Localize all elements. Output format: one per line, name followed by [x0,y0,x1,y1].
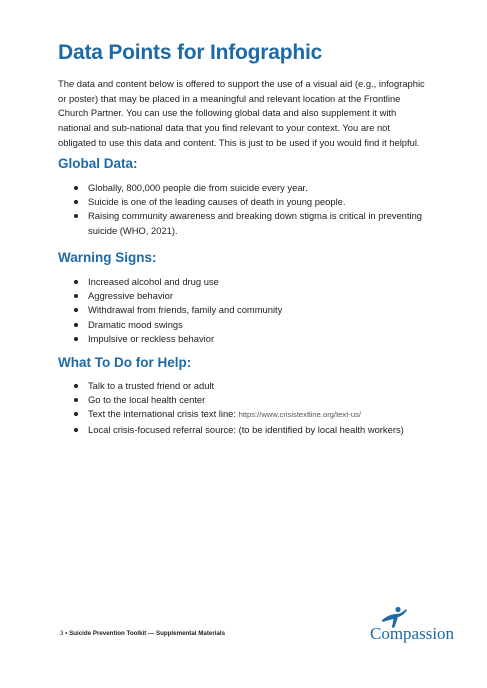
bullet-icon [74,412,78,416]
bullet-icon [74,280,78,284]
compassion-logo [370,606,466,646]
bullet-icon [74,428,78,432]
list-item: Talk to a trusted friend or adult [74,379,434,393]
bullet-icon [74,200,78,204]
list-item: Raising community awareness and breaking down stigma is critical in preventing suicide (WHO, 2021). [74,209,434,237]
list-item: Text the international crisis text line: https://www.crisistextline.org/text-us/ [74,407,434,422]
global-data-list [74,181,434,238]
warning-signs-list [74,275,434,346]
page-number: 3 [60,630,64,637]
footer-doc-title: Suicide Prevention Toolkit — Supplemental Materials [69,630,226,637]
intro-paragraph: The data and content below is offered to support the use of a visual aid (e.g., infographic or poster) that may be placed in a meaningful and relevant location at the Frontline Church Partner. You can use the following global data and also supplement it with national and sub-national data that you find relevant to your context. You are not obligated to use this data and content. This is just to be used if you would find it helpful. [58,78,425,148]
logo-wordmark: Compassion [370,624,455,643]
list-item: Withdrawal from friends, family and community [74,303,434,317]
bullet-icon [74,308,78,312]
page-title: Data Points for Infographic [58,41,323,64]
bullet-icon [74,323,78,327]
list-item: Globally, 800,000 people die from suicide every year. [74,181,434,195]
bullet-icon [74,398,78,402]
list-item: Aggressive behavior [74,289,434,303]
list-item: Go to the local health center [74,393,434,407]
list-item: Suicide is one of the leading causes of death in young people. [74,195,434,209]
section-heading-global-data: Global Data: [58,156,138,171]
bullet-icon [74,214,78,218]
footer-separator: • [65,630,68,637]
list-item: Impulsive or reckless behavior [74,332,434,346]
section-heading-warning-signs: Warning Signs: [58,250,157,265]
crisis-text-line-link[interactable]: https://www.crisistextline.org/text-us/ [238,410,361,420]
help-list [74,379,434,437]
page-footer [60,630,225,637]
section-heading-help: What To Do for Help: [58,355,192,370]
bullet-icon [74,186,78,190]
list-item: Dramatic mood swings [74,318,434,332]
bullet-icon [74,294,78,298]
bullet-icon [74,337,78,341]
list-item: Increased alcohol and drug use [74,275,434,289]
bullet-icon [74,384,78,388]
list-item: Local crisis-focused referral source: (to be identified by local health workers) [74,423,434,437]
